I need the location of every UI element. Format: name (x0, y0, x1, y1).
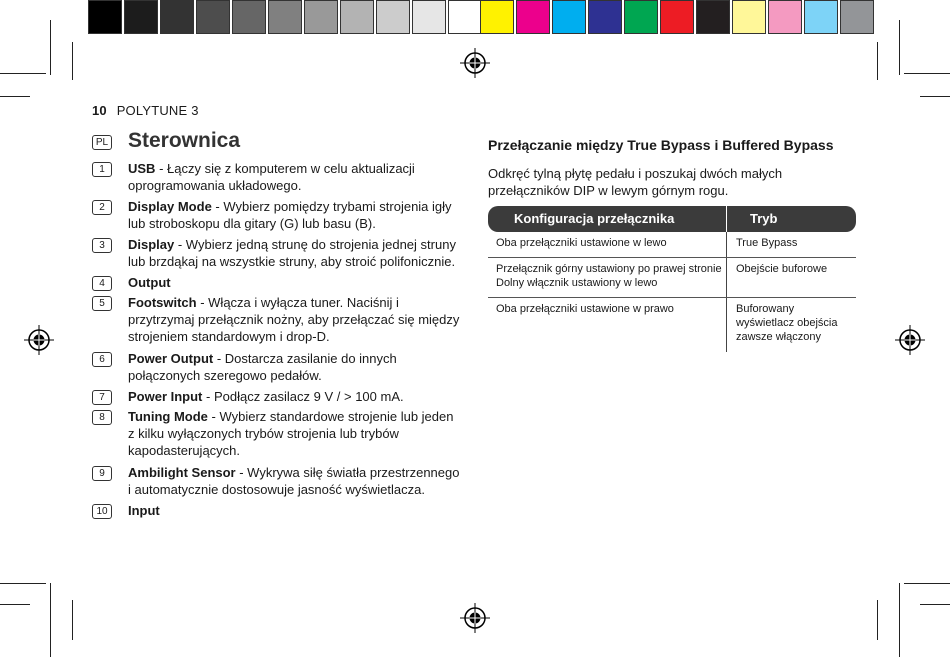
column-header-mode: Tryb (750, 211, 778, 226)
registration-mark-icon (895, 325, 925, 355)
color-swatch (804, 0, 838, 34)
gray-swatch (268, 0, 302, 34)
crop-mark (0, 96, 30, 97)
bypass-description: Odkręć tylną płytę pedału i poszukaj dwóch małych przełączników DIP w lewym górnym rogu. (488, 166, 783, 198)
registration-mark-icon (460, 603, 490, 633)
registration-mark-icon (460, 48, 490, 78)
crop-mark (0, 604, 30, 605)
item-number-badge: 10 (92, 504, 112, 519)
crop-mark (904, 583, 950, 584)
crop-mark (899, 20, 900, 75)
item-name: Tuning Mode (128, 409, 208, 424)
table-header (488, 206, 856, 232)
item-number-badge: 3 (92, 238, 112, 253)
crop-mark (877, 42, 878, 80)
item-name: Ambilight Sensor (128, 465, 236, 480)
color-swatch (552, 0, 586, 34)
cell-config: Oba przełączniki ustawione w prawo (496, 303, 674, 315)
list-item (128, 274, 463, 291)
crop-mark (72, 600, 73, 640)
page-header (92, 103, 199, 118)
crop-mark (920, 604, 950, 605)
item-description: - Dostarcza zasilanie do innych połączonych szeregowo pedałów. (128, 351, 397, 383)
color-swatch (732, 0, 766, 34)
gray-swatch (124, 0, 158, 34)
color-swatch (768, 0, 802, 34)
section-title: Sterownica (128, 129, 241, 152)
language-badge: PL (92, 135, 112, 150)
item-number-badge: 7 (92, 390, 112, 405)
gray-swatch (412, 0, 446, 34)
item-name: Display Mode (128, 199, 212, 214)
cell-config: Przełącznik górny ustawiony po prawej stronie Dolny włącznik ustawiony w lewo (496, 263, 722, 289)
color-swatch (660, 0, 694, 34)
cell-mode: True Bypass (736, 237, 798, 249)
cell-mode: Buforowany wyświetlacz obejścia zawsze włączony (736, 303, 838, 343)
registration-mark-icon (24, 325, 54, 355)
item-description: - Wybierz standardowe strojenie lub jeden z kilku wyłączonych trybów strojenia lub trybów kapodasterujących. (128, 409, 454, 458)
crop-mark (0, 73, 46, 74)
item-number-badge: 6 (92, 352, 112, 367)
color-swatch (840, 0, 874, 34)
item-number-badge: 2 (92, 200, 112, 215)
table-row (488, 232, 856, 258)
item-name: USB (128, 161, 156, 176)
color-swatch (516, 0, 550, 34)
table-row (488, 298, 856, 354)
color-calibration-bar (480, 0, 876, 36)
column-header-config: Konfiguracja przełącznika (514, 211, 675, 226)
item-name: Power Output (128, 351, 214, 366)
item-name: Input (128, 503, 160, 518)
gray-swatch (88, 0, 122, 34)
crop-mark (50, 583, 51, 657)
item-description: - Łączy się z komputerem w celu aktualizacji oprogramowania układowego. (128, 161, 415, 193)
item-description: - Podłącz zasilacz 9 V / > 100 mA. (202, 389, 404, 404)
crop-mark (0, 583, 46, 584)
list-item (128, 502, 463, 519)
list-item (128, 350, 463, 384)
product-name: POLYTUNE 3 (116, 103, 199, 118)
list-item (128, 464, 463, 498)
item-number-badge: 8 (92, 410, 112, 425)
gray-swatch (160, 0, 194, 34)
item-description: - Wybierz pomiędzy trybami strojenia igły lub stroboskopu dla gitary (G) lub basu (B). (128, 199, 452, 231)
gray-swatch (448, 0, 482, 34)
item-number-badge: 5 (92, 296, 112, 311)
item-description: - Wybierz jedną strunę do strojenia jednej struny lub brzdąkaj na wszystkie struny, aby stroić polifonicznie. (128, 237, 456, 269)
item-name: Output (128, 275, 171, 290)
crop-mark (899, 583, 900, 657)
item-number-badge: 4 (92, 276, 112, 291)
gray-swatch (376, 0, 410, 34)
item-name: Power Input (128, 389, 203, 404)
color-swatch (696, 0, 730, 34)
gray-swatch (232, 0, 266, 34)
item-description: - Wykrywa siłę światła przestrzennego i automatycznie dostosowuje jasność wyświetlacza. (128, 465, 460, 497)
dip-switch-table (488, 206, 856, 354)
item-name: Footswitch (128, 295, 197, 310)
list-item (128, 198, 463, 232)
gray-swatch (196, 0, 230, 34)
item-description: - Włącza i wyłącza tuner. Naciśnij i przytrzymaj przełącznik nożny, aby przełączać się między strojeniem standardowym i drop-D. (128, 295, 460, 344)
color-swatch (480, 0, 514, 34)
item-name: Display (128, 237, 175, 252)
crop-mark (904, 73, 950, 74)
list-item (128, 408, 463, 459)
list-item (128, 236, 463, 270)
bypass-heading: Przełączanie między True Bypass i Buffered Bypass (488, 137, 834, 153)
gray-swatch (340, 0, 374, 34)
page-number: 10 (92, 103, 107, 118)
item-number-badge: 1 (92, 162, 112, 177)
crop-mark (50, 20, 51, 75)
crop-mark (72, 42, 73, 80)
cell-mode: Obejście buforowe (736, 263, 828, 275)
crop-mark (920, 96, 950, 97)
color-swatch (588, 0, 622, 34)
color-swatch (624, 0, 658, 34)
cell-config: Oba przełączniki ustawione w lewo (496, 237, 667, 249)
list-item (128, 388, 463, 405)
gray-swatch (304, 0, 338, 34)
table-row (488, 258, 856, 298)
item-number-badge: 9 (92, 466, 112, 481)
list-item (128, 160, 463, 194)
gray-calibration-bar (88, 0, 484, 36)
crop-mark (877, 600, 878, 640)
list-item (128, 294, 463, 345)
